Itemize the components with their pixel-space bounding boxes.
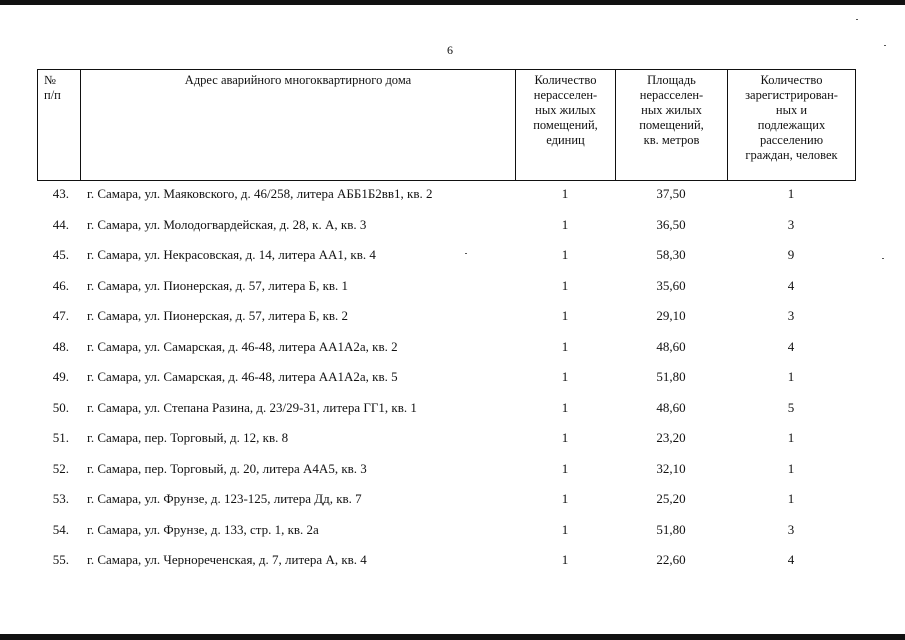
row-number: 48. bbox=[52, 338, 69, 354]
row-count: 1 bbox=[561, 247, 569, 262]
table-row bbox=[37, 424, 855, 455]
row-address: г. Самара, пер. Торговый, д. 12, кв. 8 bbox=[87, 430, 289, 445]
row-address: г. Самара, ул. Пионерская, д. 57, литера Б, кв. 2 bbox=[87, 308, 349, 323]
table-row bbox=[37, 211, 855, 242]
row-count: 1 bbox=[561, 491, 569, 506]
row-people: 1 bbox=[787, 430, 795, 445]
row-area: 48,60 bbox=[656, 399, 686, 415]
header-count-label: Количество нерасселен- ных жилых помещений, единиц bbox=[533, 73, 598, 147]
row-area: 51,80 bbox=[656, 521, 686, 537]
table-row bbox=[37, 394, 855, 425]
table-row bbox=[37, 302, 855, 333]
row-area: 35,60 bbox=[656, 277, 686, 293]
row-people: 9 bbox=[787, 247, 795, 262]
row-number: 51. bbox=[52, 430, 69, 445]
row-people: 4 bbox=[787, 338, 795, 354]
header-number-label: № п/п bbox=[44, 73, 61, 102]
scan-speck bbox=[884, 45, 886, 46]
row-people: 3 bbox=[787, 308, 795, 323]
header-cell-people bbox=[728, 70, 856, 181]
row-number: 43. bbox=[52, 186, 69, 201]
table-row bbox=[37, 455, 855, 486]
header-area-label: Площадь нерасселен- ных жилых помещений, кв. метров bbox=[639, 73, 704, 147]
row-area: 29,10 bbox=[656, 308, 686, 323]
row-area: 48,60 bbox=[656, 338, 686, 354]
row-people: 4 bbox=[787, 552, 795, 567]
row-area: 22,60 bbox=[656, 552, 686, 567]
row-address: г. Самара, пер. Торговый, д. 20, литера А4А5, кв. 3 bbox=[87, 460, 367, 476]
row-people: 3 bbox=[787, 521, 795, 537]
row-count: 1 bbox=[561, 460, 569, 476]
row-count: 1 bbox=[561, 369, 569, 384]
row-number: 50. bbox=[52, 399, 69, 415]
row-area: 23,20 bbox=[656, 430, 686, 445]
row-number: 53. bbox=[52, 491, 69, 506]
table-row bbox=[37, 272, 855, 303]
row-area: 37,50 bbox=[656, 186, 686, 201]
header-row bbox=[38, 70, 856, 181]
table-row bbox=[37, 546, 855, 577]
row-address: г. Самара, ул. Фрунзе, д. 123-125, литера Дд, кв. 7 bbox=[87, 491, 362, 506]
row-area: 58,30 bbox=[656, 247, 686, 262]
row-count: 1 bbox=[561, 308, 569, 323]
row-area: 36,50 bbox=[656, 216, 686, 232]
row-area: 32,10 bbox=[656, 460, 686, 476]
row-address: г. Самара, ул. Степана Разина, д. 23/29-31, литера ГГ1, кв. 1 bbox=[87, 399, 417, 415]
row-count: 1 bbox=[561, 338, 569, 354]
row-count: 1 bbox=[561, 186, 569, 201]
header-cell-number bbox=[38, 70, 81, 181]
row-count: 1 bbox=[561, 430, 569, 445]
row-address: г. Самара, ул. Самарская, д. 46-48, литера АА1А2а, кв. 5 bbox=[87, 369, 398, 384]
row-number: 54. bbox=[52, 521, 69, 537]
row-number: 46. bbox=[52, 277, 69, 293]
row-address: г. Самара, ул. Молодогвардейская, д. 28, к. А, кв. 3 bbox=[87, 216, 367, 232]
scan-bottom-border bbox=[0, 634, 905, 640]
table-row bbox=[37, 363, 855, 394]
header-cell-area bbox=[616, 70, 728, 181]
scan-speck bbox=[882, 258, 884, 259]
row-people: 1 bbox=[787, 491, 795, 506]
row-number: 52. bbox=[52, 460, 69, 476]
row-area: 51,80 bbox=[656, 369, 686, 384]
table-row bbox=[37, 516, 855, 547]
scan-top-border bbox=[0, 0, 905, 5]
row-count: 1 bbox=[561, 399, 569, 415]
table-row bbox=[37, 333, 855, 364]
header-cell-address bbox=[81, 70, 516, 181]
row-people: 3 bbox=[787, 216, 795, 232]
row-address: г. Самара, ул. Пионерская, д. 57, литера Б, кв. 1 bbox=[87, 277, 349, 293]
header-people-label: Количество зарегистрирован- ных и подлежащих расселению граждан, человек bbox=[745, 73, 838, 162]
row-count: 1 bbox=[561, 521, 569, 537]
row-address: г. Самара, ул. Чернореченская, д. 7, литера А, кв. 4 bbox=[87, 552, 367, 567]
table-row bbox=[37, 485, 855, 516]
table-body bbox=[37, 180, 855, 577]
header-cell-count bbox=[516, 70, 616, 181]
row-count: 1 bbox=[561, 552, 569, 567]
row-number: 44. bbox=[52, 216, 69, 232]
scan-speck bbox=[465, 253, 467, 254]
row-people: 1 bbox=[787, 460, 795, 476]
row-area: 25,20 bbox=[656, 491, 686, 506]
row-address: г. Самара, ул. Самарская, д. 46-48, литера АА1А2а, кв. 2 bbox=[87, 338, 398, 354]
row-number: 45. bbox=[52, 247, 69, 262]
row-address: г. Самара, ул. Некрасовская, д. 14, литера АА1, кв. 4 bbox=[87, 247, 376, 262]
row-people: 1 bbox=[787, 186, 795, 201]
row-number: 47. bbox=[52, 308, 69, 323]
row-address: г. Самара, ул. Маяковского, д. 46/258, литера АББ1Б2вв1, кв. 2 bbox=[87, 186, 433, 201]
row-number: 55. bbox=[52, 552, 69, 567]
row-people: 1 bbox=[787, 369, 795, 384]
table-header bbox=[37, 69, 856, 181]
table-row bbox=[37, 241, 855, 272]
row-address: г. Самара, ул. Фрунзе, д. 133, стр. 1, кв. 2а bbox=[87, 521, 319, 537]
table-row bbox=[37, 180, 855, 211]
row-people: 4 bbox=[787, 277, 795, 293]
header-address-label: Адрес аварийного многоквартирного дома bbox=[184, 73, 412, 87]
scan-speck bbox=[856, 19, 858, 20]
row-count: 1 bbox=[561, 216, 569, 232]
page-number: 6 bbox=[447, 43, 453, 57]
row-count: 1 bbox=[561, 277, 569, 293]
row-number: 49. bbox=[52, 369, 69, 384]
row-people: 5 bbox=[787, 399, 795, 415]
